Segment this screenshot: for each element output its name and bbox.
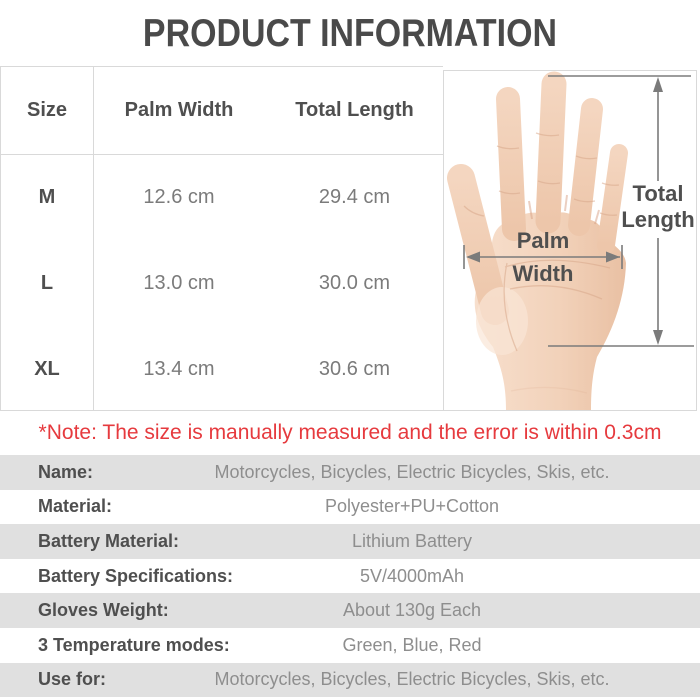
page-title: PRODUCT INFORMATION — [142, 12, 558, 55]
page-title-row — [0, 8, 700, 60]
spec-row-battery-material — [0, 524, 700, 559]
spec-row-material — [0, 490, 700, 525]
spec-value: Lithium Battery — [351, 530, 473, 551]
spec-value: Polyester+PU+Cotton — [324, 496, 500, 517]
spec-value: About 130g Each — [342, 600, 482, 621]
spec-row-use-for — [0, 663, 700, 698]
spec-row-gloves-weight — [0, 593, 700, 628]
size-m-total-length: 29.4 cm — [318, 185, 391, 208]
hand-measurement-panel — [443, 70, 697, 411]
spec-label: 3 Temperature modes: — [38, 634, 230, 655]
size-l-label: L — [40, 271, 54, 294]
spec-value: 5V/4000mAh — [359, 565, 465, 586]
spec-label: Battery Specifications: — [38, 565, 234, 586]
size-xl-total-length: 30.6 cm — [318, 357, 391, 380]
size-chart-header-palm-width: Palm Width — [124, 99, 234, 121]
spec-label: Battery Material: — [38, 530, 180, 551]
spec-row-temperature-modes — [0, 628, 700, 663]
spec-label: Material: — [38, 496, 113, 517]
spec-table — [0, 455, 700, 697]
spec-label: Gloves Weight: — [38, 600, 169, 621]
spec-row-battery-specifications — [0, 559, 700, 594]
size-m-label: M — [38, 185, 56, 208]
spec-value: Green, Blue, Red — [342, 634, 482, 655]
middle-finger — [548, 84, 554, 221]
palm-width-label: Palm Width — [512, 228, 574, 286]
size-l-total-length: 30.0 cm — [318, 271, 391, 294]
size-chart-header-size: Size — [26, 99, 68, 121]
size-chart-header-total-length: Total Length — [295, 99, 414, 121]
measurement-note — [0, 411, 700, 455]
size-m-palm-width: 12.6 cm — [143, 185, 215, 208]
total-length-label: Total Length — [621, 181, 695, 232]
spec-label: Use for: — [38, 669, 107, 690]
spec-row-name — [0, 455, 700, 490]
size-chart-grid — [1, 67, 444, 412]
spec-label: Name: — [38, 461, 94, 482]
spec-value: Motorcycles, Bicycles, Electric Bicycles, Skis, etc. — [214, 669, 610, 690]
size-xl-palm-width: 13.4 cm — [143, 357, 215, 380]
note-text: *Note: The size is manually measured and the error is within 0.3cm — [38, 421, 662, 444]
size-xl-label: XL — [34, 357, 60, 380]
size-chart — [0, 66, 443, 411]
index-finger — [508, 99, 514, 229]
size-l-palm-width: 13.0 cm — [143, 271, 215, 294]
palm-highlight — [476, 287, 528, 355]
spec-value: Motorcycles, Bicycles, Electric Bicycles, Skis, etc. — [214, 461, 610, 482]
ring-finger — [579, 109, 592, 225]
